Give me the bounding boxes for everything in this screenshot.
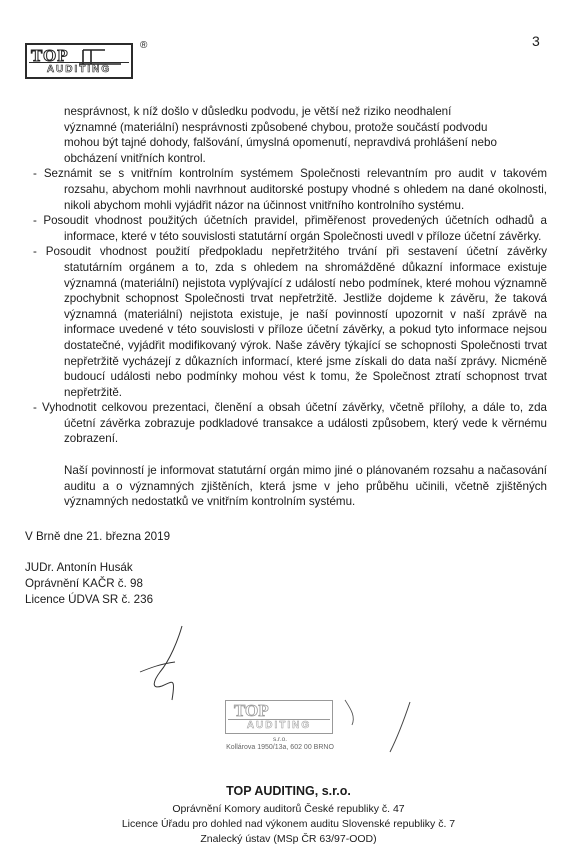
- stamp-top-text: TOP: [234, 701, 269, 720]
- bullet-internal-control: - Seznámit se s vnitřním kontrolním systémem Společnosti relevantním pro audit v takovém rozsahu, abychom mohli navrhnout auditorské postupy vhodné s ohledem na dané okolnosti, nikoli abychom mohli vyjádřit názor na účinnost vnitřního kontrolního systému.: [33, 167, 547, 212]
- footer-company-name: TOP AUDITING, s.r.o.: [226, 784, 351, 798]
- text-line: obcházení vnitřních kontrol.: [64, 151, 206, 165]
- footer-line-expert: Znalecký ústav (MSp ČR 63/97-OOD): [200, 833, 377, 845]
- signatory-name: JUDr. Antonín Husák: [25, 561, 133, 575]
- paragraph-communication: Naší povinností je informovat statutární orgán mimo jiné o plánovaném rozsahu a načasování auditu a o významných zjištěních, která jsme v jeho průběhu učinili, včetně zjištěných významných nedostatků ve vnitřním kontrolním systému.: [64, 464, 547, 509]
- company-stamp: [205, 700, 355, 758]
- stamp-bottom-text: AUDITING: [228, 719, 330, 732]
- report-date: V Brně dne 21. března 2019: [25, 529, 171, 543]
- footer-line-kacr: Oprávnění Komory auditorů České republiky č. 47: [172, 803, 405, 815]
- logo-top-text: TOP: [31, 46, 69, 65]
- registered-mark: ®: [140, 40, 148, 51]
- bullet-overall-presentation: - Vyhodnotit celkovou prezentaci, členění a obsah účetní závěrky, včetně přílohy, a dále to, zda účetní závěrka zobrazuje podkladové transakce a události způsobem, který vede k věrnému zobrazení.: [33, 401, 547, 446]
- signatory-license-kacr: Oprávnění KAČR č. 98: [25, 577, 143, 591]
- text-line: významné (materiální) nesprávnosti způsobené chybou, protože součástí podvodu: [64, 120, 488, 134]
- bullet-accounting-policies: - Posoudit vhodnost použitých účetních pravidel, přiměřenost provedených účetních odhadů a informace, které v této souvislosti statutární orgán Společnosti uvedl v příloze účetní závěrky.: [33, 214, 547, 243]
- page-number: 3: [532, 33, 540, 49]
- logo-bottom-text: AUDITING: [29, 62, 129, 76]
- stamp-logo: [225, 700, 333, 734]
- text-line: nesprávnost, k níž došlo v důsledku podvodu, je větší než riziko neodhalení: [64, 105, 452, 118]
- stamp-legal-form: s.r.o.: [272, 736, 288, 743]
- signatory-license-udva: Licence ÚDVA SR č. 236: [25, 592, 154, 606]
- text-line: mohou být tajné dohody, falšování, úmyslná opomenutí, nepravdivá prohlášení nebo: [64, 136, 497, 150]
- bullet-going-concern: - Posoudit vhodnost použití předpokladu nepřetržitého trvání při sestavení účetní závěrky statutárním orgánem a to, zda s ohledem na shromážděné důkazní informace existuje významná (materiální) nejistota vyplývající z událostí nebo podmínek, které mohou významně zpochybnit schopnost Společnosti trvat nepřetržitě. Jestliže dojdeme k závěru, že taková významná (materiální) nejistota existuje, je naší povinností upozornit v naší zprávě na informace uvedené v této souvislosti v příloze účetní závěrky, a pokud tyto informace nejsou dostatečné, vyjádřit modifikovaný výrok. Naše závěry týkající se schopnosti Společnosti trvat nepřetržitě vycházejí z důkazních informací, které jsme získali do data naší zprávy. Nicméně budoucí události nebo podmínky mohou vést k tomu, že Společnost ztratí schopnost trvat nepřetržitě.: [33, 245, 547, 399]
- stamp-address: Kollárova 1950/13a, 602 00 BRNO: [226, 744, 334, 751]
- footer-line-udva: Licence Úřadu pro dohled nad výkonem auditu Slovenské republiky č. 7: [121, 818, 456, 830]
